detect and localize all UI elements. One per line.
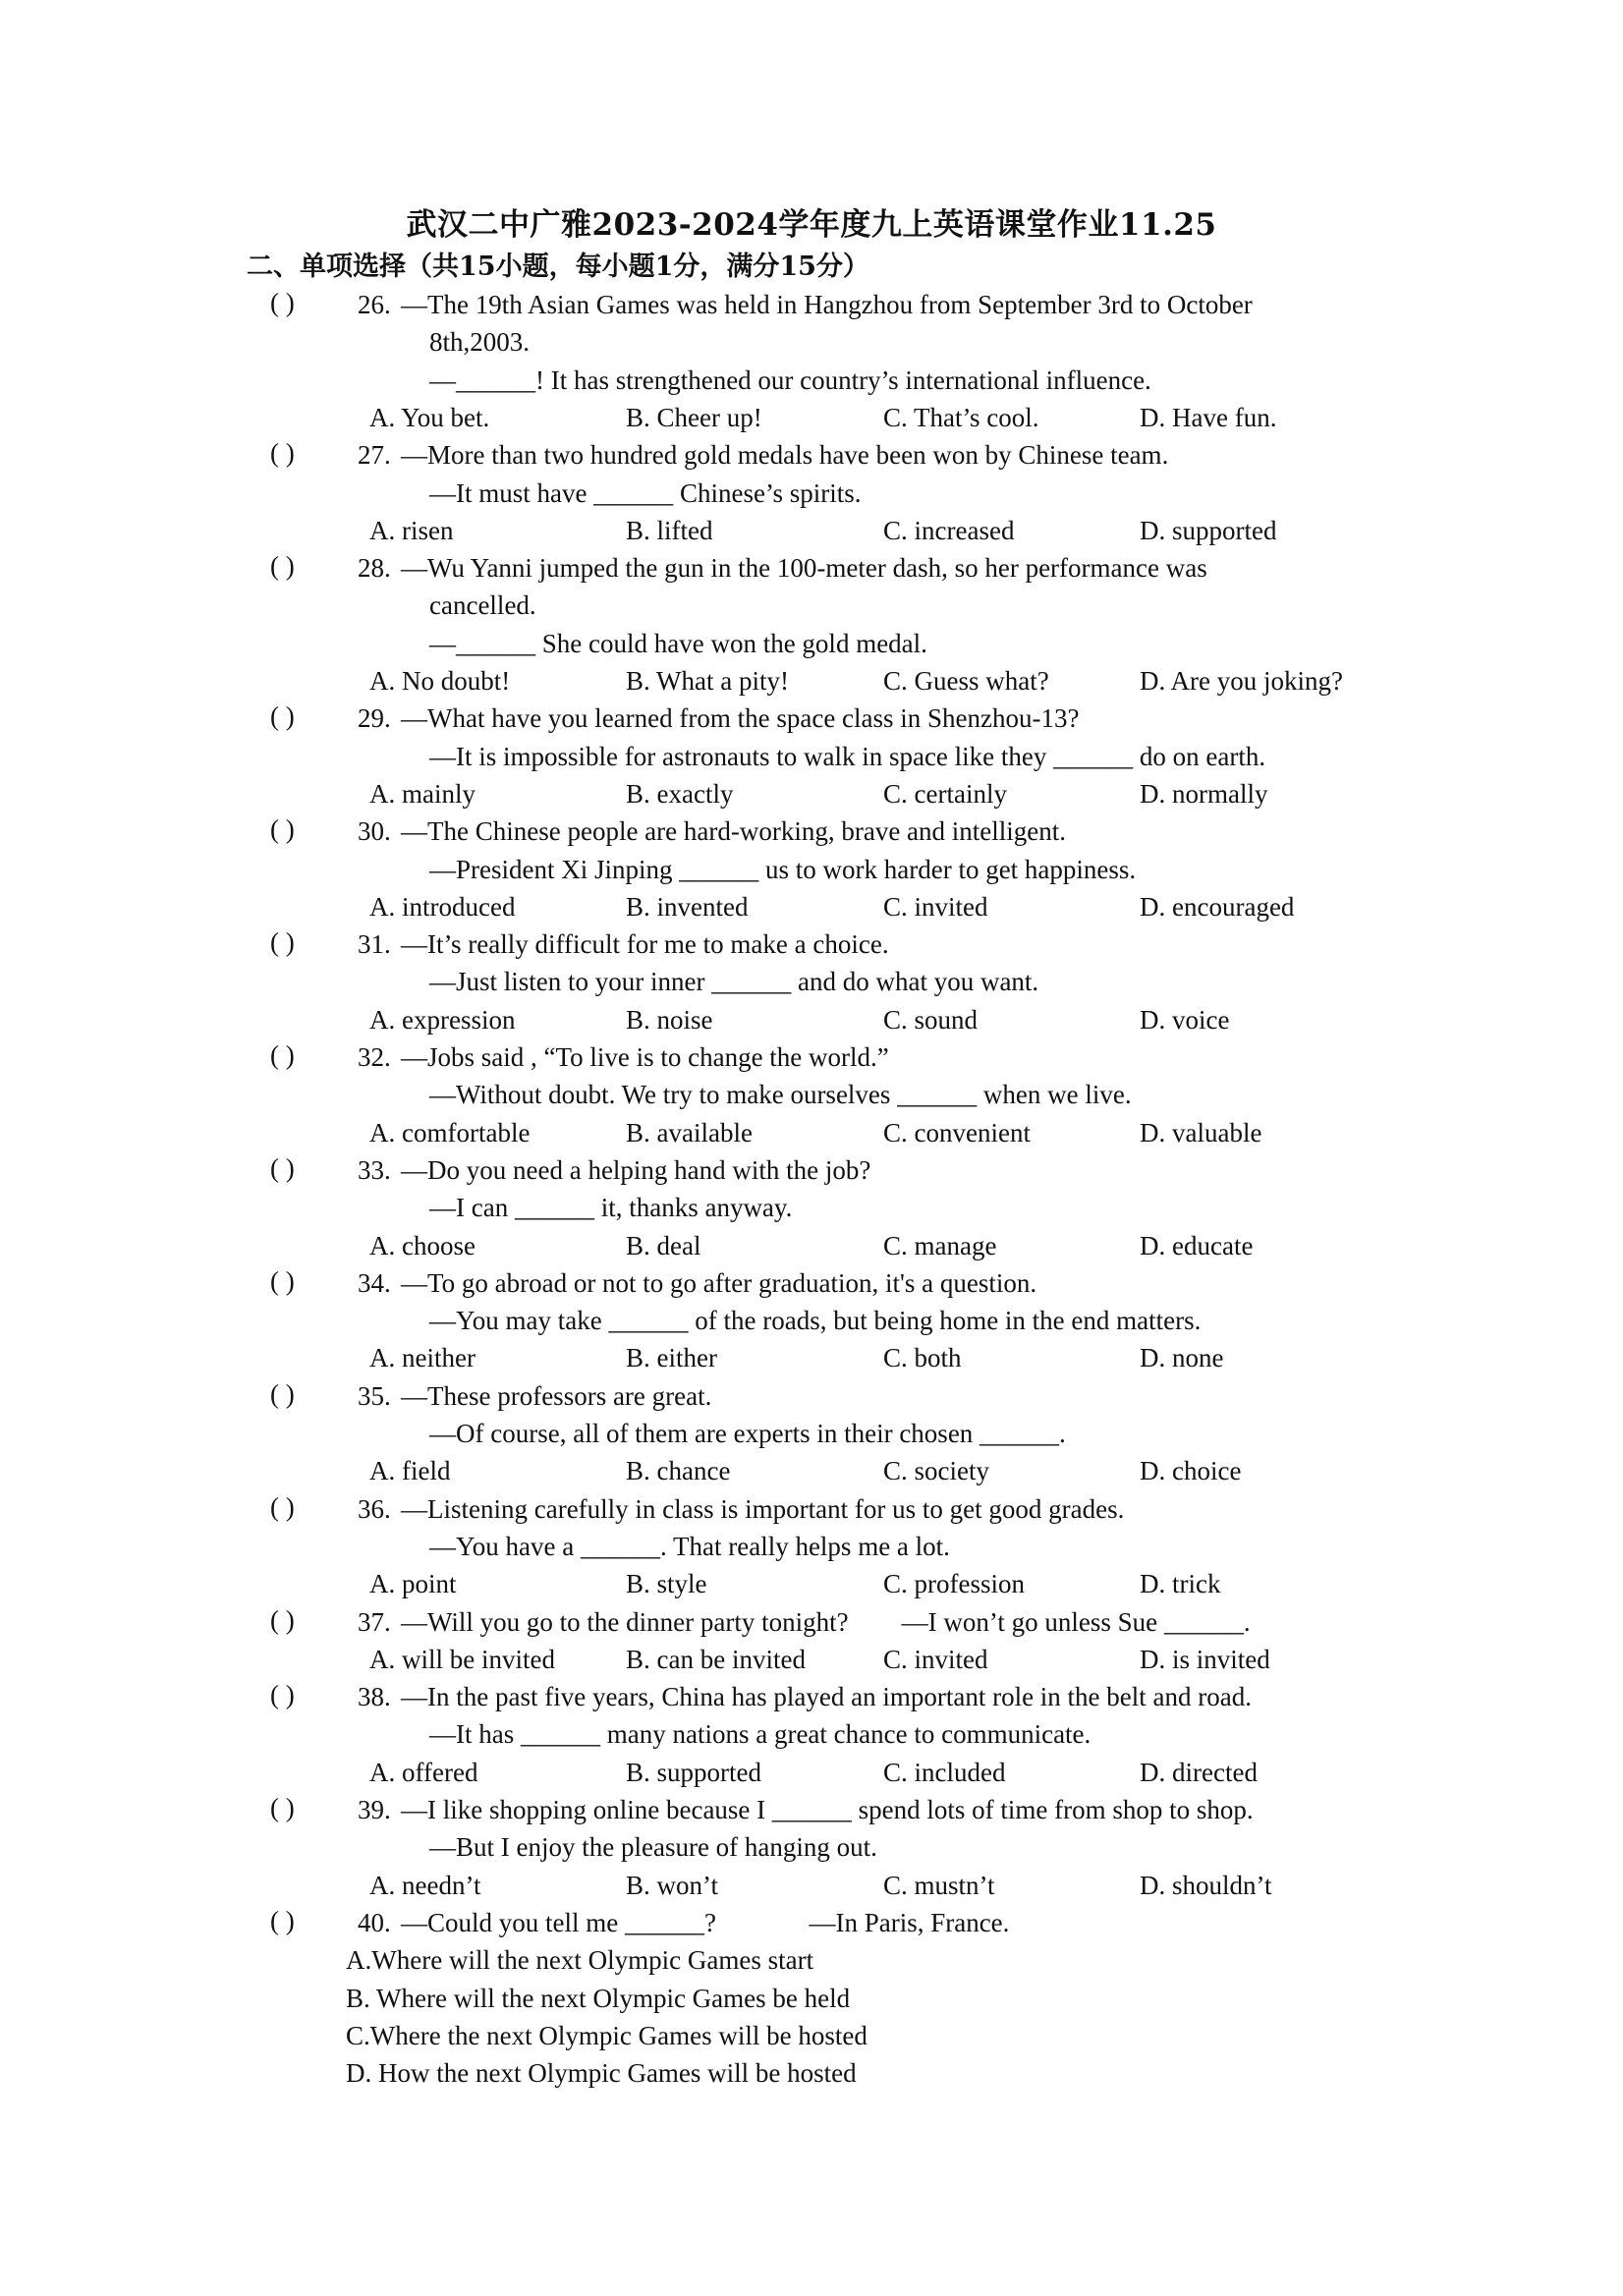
answer-option: A.Where will the next Olympic Games start — [346, 1945, 814, 1976]
question-number: 40. — [358, 1907, 391, 1937]
question-text-line: —The Chinese people are hard-working, brave and intelligent. — [401, 816, 1067, 847]
answer-option: C. convenient — [883, 1117, 1031, 1148]
answer-option: D. directed — [1140, 1757, 1258, 1787]
question-text-line: —______! It has strengthened our country’s international influence. — [429, 364, 1151, 395]
answer-blank-paren: ( ) — [270, 1265, 295, 1296]
question-text-line: —Do you need a helping hand with the job? — [401, 1154, 871, 1185]
question-text-line: —President Xi Jinping ______ us to work harder to get happiness. — [429, 854, 1137, 884]
question-number: 33. — [358, 1154, 391, 1185]
question-text-line: —What have you learned from the space class in Shenzhou-13? — [401, 703, 1080, 734]
answer-blank-paren: ( ) — [270, 1378, 295, 1409]
answer-option: C. certainly — [883, 778, 1007, 809]
answer-option: C. included — [883, 1757, 1006, 1787]
answer-blank-paren: ( ) — [270, 1793, 295, 1822]
answer-option: D. supported — [1140, 515, 1277, 545]
question-text-line: —You have a ______. That really helps me a lot. — [429, 1531, 950, 1561]
answer-blank-paren: ( ) — [270, 814, 295, 845]
question-text-line: —Jobs said , “To live is to change the world.” — [401, 1042, 889, 1072]
answer-blank-paren: ( ) — [270, 1152, 295, 1183]
question-number: 30. — [358, 816, 391, 847]
answer-option: C.Where the next Olympic Games will be hosted — [346, 2020, 867, 2050]
answer-option: D. valuable — [1140, 1117, 1262, 1148]
answer-option: A. mainly — [369, 778, 476, 809]
question-text-line: 8th,2003. — [429, 327, 531, 358]
question-text-line: —It must have ______ Chinese’s spirits. — [429, 477, 862, 508]
question-number: 29. — [358, 703, 391, 734]
answer-blank-paren: ( ) — [270, 701, 295, 732]
question-text-line: —Just listen to your inner ______ and do what you want. — [429, 967, 1039, 997]
answer-option: C. manage — [883, 1230, 997, 1260]
answer-option: C. sound — [883, 1004, 979, 1035]
answer-option: C. profession — [883, 1569, 1025, 1599]
question-text-line: —More than two hundred gold medals have been won by Chinese team. — [401, 440, 1169, 471]
answer-option: A. offered — [369, 1757, 478, 1787]
answer-option: A. needn’t — [369, 1870, 481, 1900]
question-number: 28. — [358, 553, 391, 584]
answer-option: B. either — [626, 1343, 717, 1373]
answer-option: B. style — [626, 1569, 707, 1599]
question-text-line: —You may take ______ of the roads, but being home in the end matters. — [429, 1306, 1202, 1336]
answer-option: A. will be invited — [369, 1644, 555, 1674]
answer-option: B. available — [626, 1117, 753, 1148]
question-text-line: —Of course, all of them are experts in their chosen ______. — [429, 1419, 1066, 1448]
question-text-line: —It is impossible for astronauts to walk in space like they ______ do on earth. — [429, 741, 1266, 771]
answer-blank-paren: ( ) — [270, 927, 295, 958]
question-text-line: —It has ______ many nations a great chance to communicate. — [429, 1719, 1091, 1750]
answer-option: B. deal — [626, 1230, 701, 1260]
answer-option: A. expression — [369, 1004, 516, 1035]
question-text-line: —These professors are great. — [401, 1380, 712, 1411]
question-number: 26. — [358, 290, 391, 319]
answer-option: D. encouraged — [1140, 891, 1295, 922]
answer-option: A. point — [369, 1569, 457, 1599]
question-text-line: —Could you tell me ______? —In Paris, France. — [401, 1907, 1010, 1937]
question-text-line: —______ She could have won the gold medal. — [429, 628, 927, 658]
answer-option: D. choice — [1140, 1456, 1242, 1486]
question-number: 38. — [358, 1682, 391, 1712]
question-number: 34. — [358, 1267, 391, 1298]
answer-option: A. choose — [369, 1230, 476, 1260]
answer-option: C. invited — [883, 1644, 988, 1674]
question-number: 39. — [358, 1795, 391, 1824]
answer-option: B. can be invited — [626, 1644, 806, 1674]
answer-option: C. That’s cool. — [883, 402, 1039, 432]
answer-blank-paren: ( ) — [270, 1040, 295, 1070]
answer-option: C. Guess what? — [883, 666, 1049, 696]
answer-option: C. increased — [883, 515, 1015, 545]
answer-blank-paren: ( ) — [270, 1905, 295, 1935]
answer-option: A. field — [369, 1456, 451, 1486]
question-text-line: —I can ______ it, thanks anyway. — [429, 1193, 793, 1223]
question-text-line: cancelled. — [429, 590, 536, 621]
answer-blank-paren: ( ) — [270, 1680, 295, 1710]
answer-option: D. none — [1140, 1343, 1224, 1373]
answer-option: A. risen — [369, 515, 454, 545]
question-number: 31. — [358, 929, 391, 960]
answer-option: C. both — [883, 1343, 962, 1373]
page-title: 武汉二中广雅2023-2024学年度九上英语课堂作业11.25 — [406, 207, 1217, 243]
answer-option: C. mustn’t — [883, 1870, 995, 1900]
question-text-line: —Will you go to the dinner party tonight? —I won’t go unless Sue ______. — [401, 1606, 1251, 1637]
question-number: 37. — [358, 1606, 391, 1637]
answer-blank-paren: ( ) — [270, 1604, 295, 1635]
question-number: 35. — [358, 1380, 391, 1411]
section-heading: 二、单项选择（共15小题，每小题1分，满分15分） — [247, 252, 869, 282]
answer-option: B. chance — [626, 1456, 731, 1486]
answer-option: C. invited — [883, 891, 988, 922]
question-text-line: —In the past five years, China has played an important role in the belt and road. — [401, 1682, 1252, 1712]
answer-option: B. supported — [626, 1757, 761, 1787]
answer-option: B. noise — [626, 1004, 713, 1035]
answer-option: D. Are you joking? — [1140, 666, 1343, 696]
answer-option: B. What a pity! — [626, 666, 789, 696]
answer-option: D. is invited — [1140, 1644, 1270, 1674]
answer-option: B. won’t — [626, 1870, 719, 1900]
answer-option: B. invented — [626, 891, 749, 922]
answer-option: A. neither — [369, 1343, 476, 1373]
answer-blank-paren: ( ) — [270, 288, 295, 317]
answer-blank-paren: ( ) — [270, 438, 295, 469]
question-number: 27. — [358, 440, 391, 471]
answer-blank-paren: ( ) — [270, 1491, 295, 1522]
question-text-line: —It’s really difficult for me to make a choice. — [401, 929, 889, 960]
answer-option: D. shouldn’t — [1140, 1870, 1272, 1900]
question-text-line: —Wu Yanni jumped the gun in the 100-meter dash, so her performance was — [401, 553, 1207, 584]
answer-option: B. lifted — [626, 515, 713, 545]
answer-option: B. exactly — [626, 778, 734, 809]
question-text-line: —To go abroad or not to go after graduation, it's a question. — [401, 1267, 1037, 1298]
answer-option: C. society — [883, 1456, 989, 1486]
answer-option: D. Have fun. — [1140, 402, 1277, 432]
question-text-line: —Listening carefully in class is important for us to get good grades. — [401, 1493, 1125, 1524]
answer-option: A. comfortable — [369, 1117, 531, 1148]
answer-option: A. You bet. — [369, 402, 490, 432]
question-text-line: —I like shopping online because I ______ spend lots of time from shop to shop. — [401, 1795, 1254, 1824]
answer-option: B. Cheer up! — [626, 402, 762, 432]
answer-option: A. No doubt! — [369, 666, 511, 696]
answer-option: D. trick — [1140, 1569, 1221, 1599]
answer-blank-paren: ( ) — [270, 551, 295, 582]
question-text-line: —Without doubt. We try to make ourselves ______ when we live. — [429, 1080, 1132, 1110]
answer-option: D. How the next Olympic Games will be hosted — [346, 2058, 857, 2089]
answer-option: D. educate — [1140, 1230, 1254, 1260]
answer-option: D. voice — [1140, 1004, 1230, 1035]
answer-option: A. introduced — [369, 891, 516, 922]
answer-option: D. normally — [1140, 778, 1268, 809]
question-text-line: —The 19th Asian Games was held in Hangzhou from September 3rd to October — [401, 290, 1253, 319]
answer-option: B. Where will the next Olympic Games be held — [346, 1983, 851, 2013]
question-text-line: —But I enjoy the pleasure of hanging out. — [429, 1832, 877, 1863]
question-number: 36. — [358, 1493, 391, 1524]
question-number: 32. — [358, 1042, 391, 1072]
